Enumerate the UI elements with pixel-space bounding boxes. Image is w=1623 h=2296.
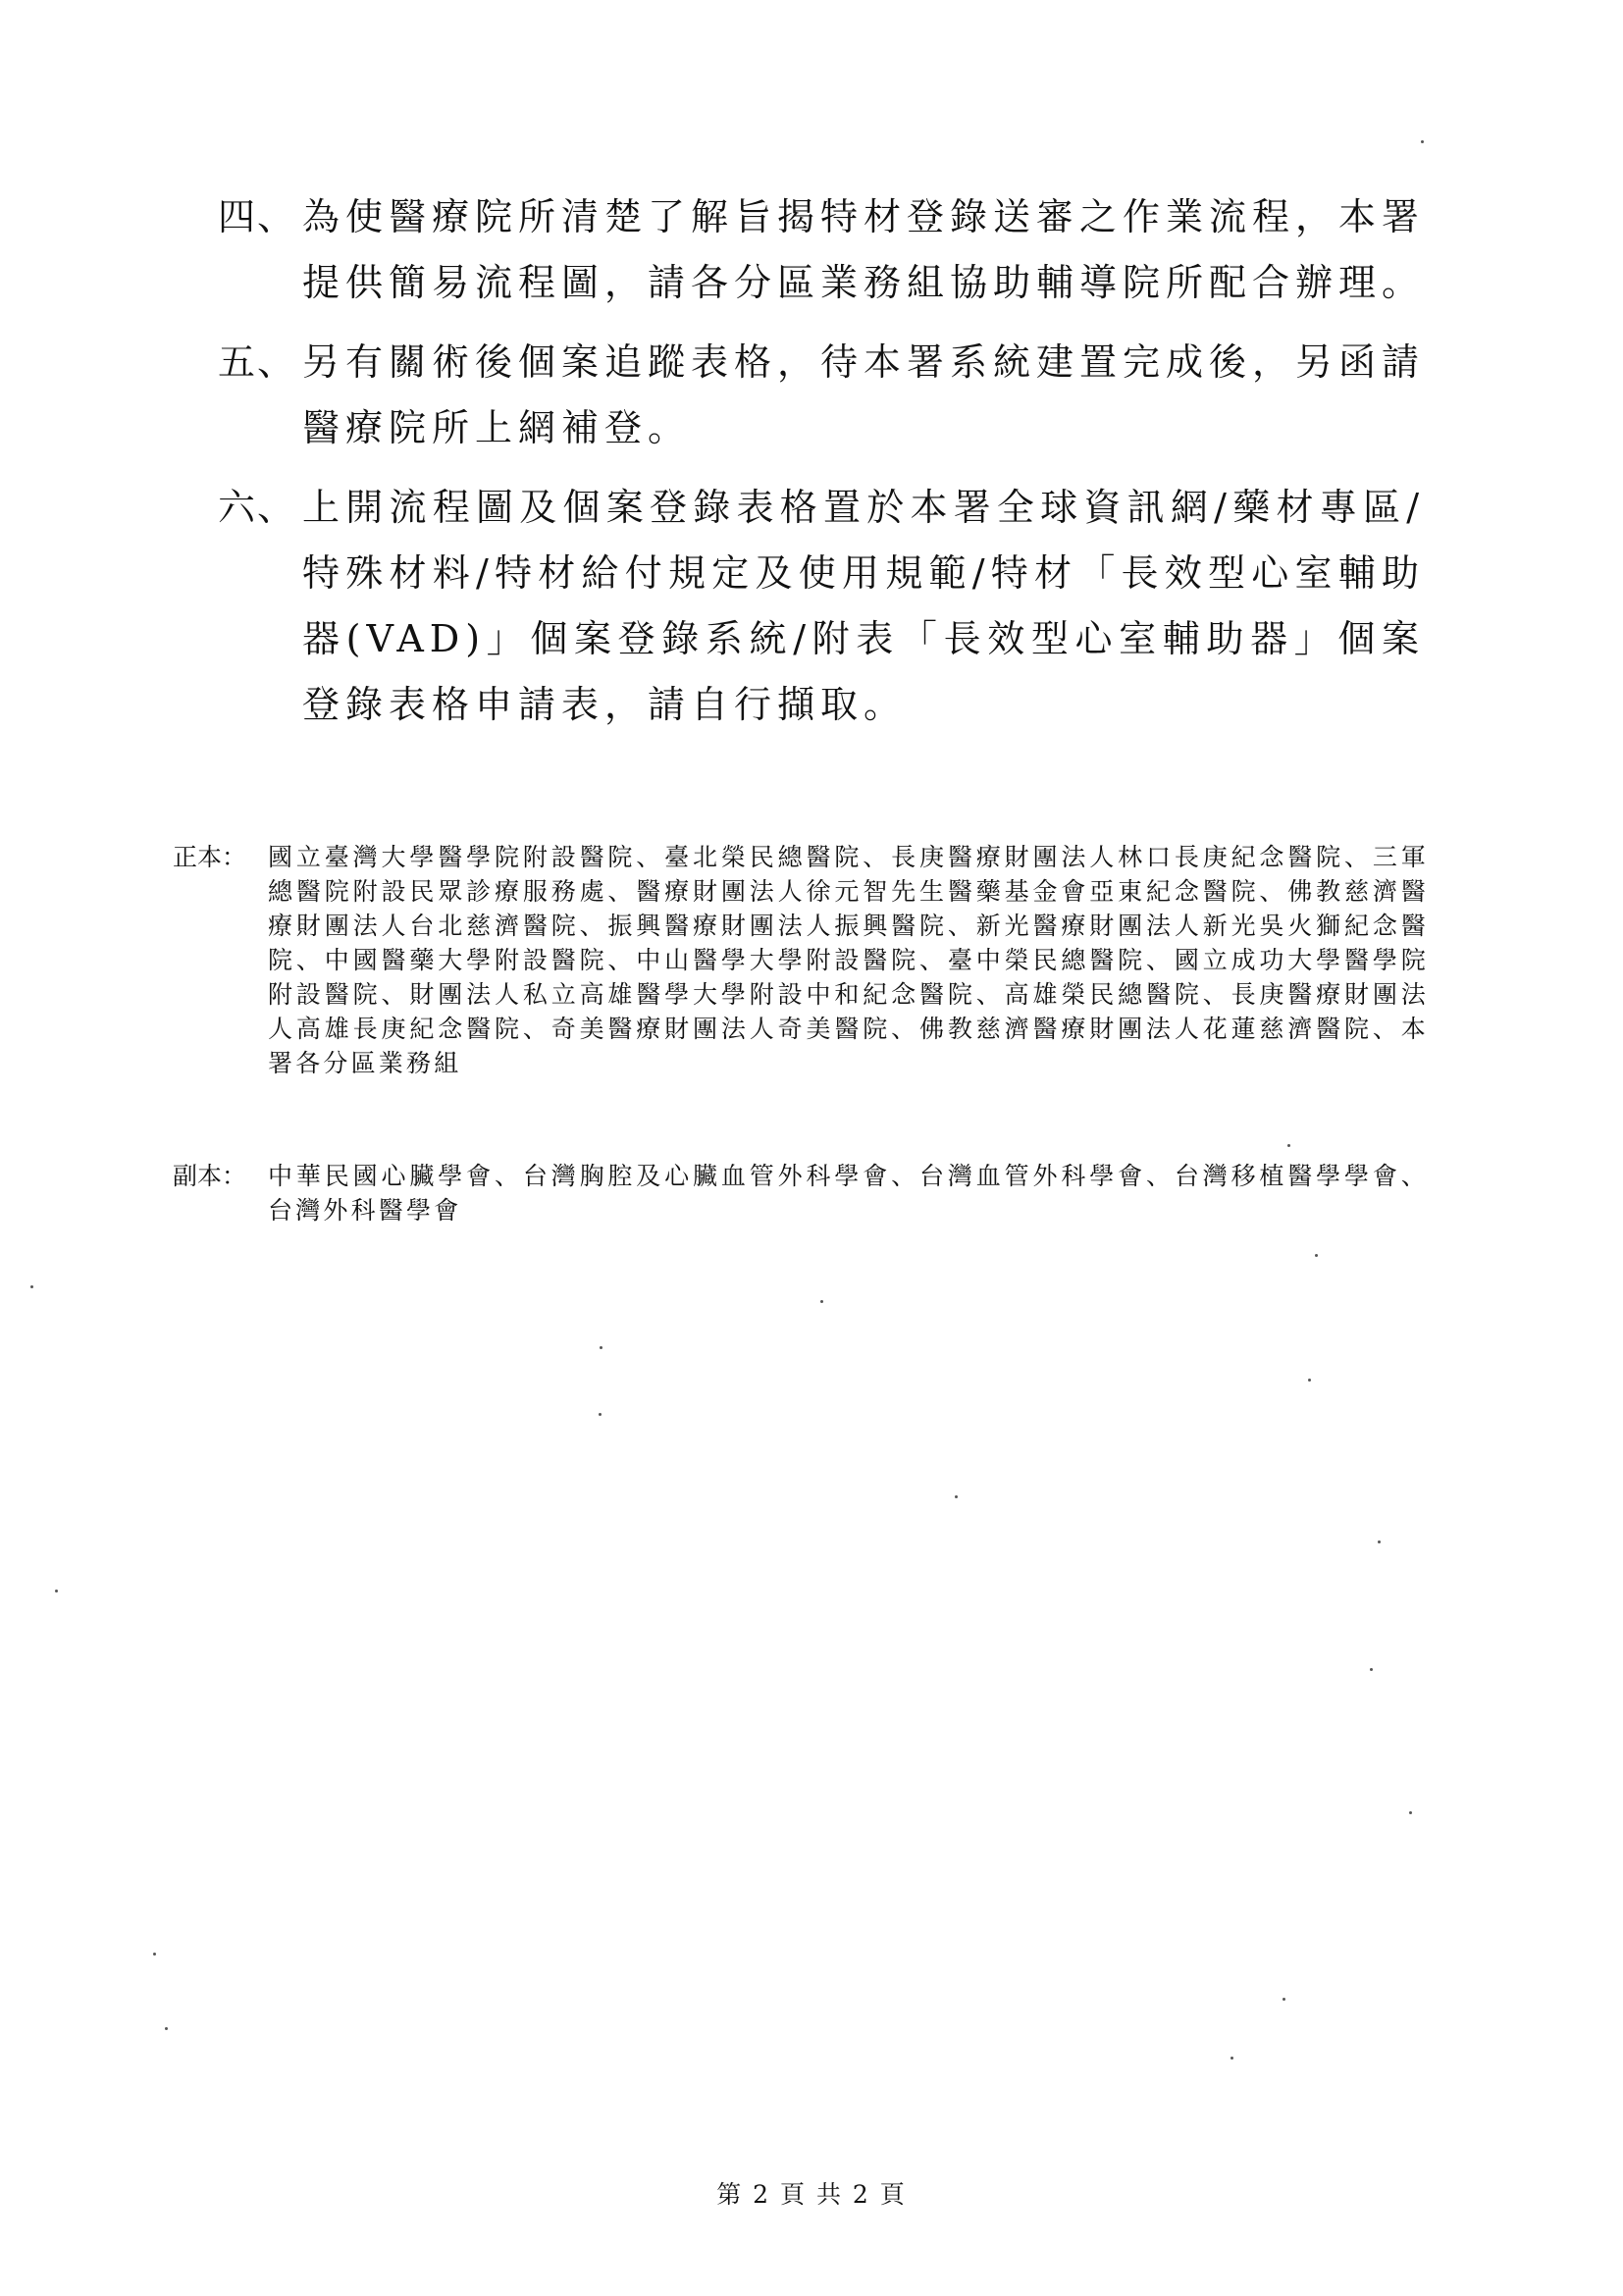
- scan-speck: [1409, 1811, 1412, 1814]
- scan-speck: [165, 2027, 168, 2030]
- scan-speck: [1370, 1668, 1373, 1671]
- scan-speck: [55, 1590, 58, 1592]
- item-text: 為使醫療院所清楚了解旨揭特材登錄送審之作業流程，本署提供簡易流程圖，請各分區業務組協助輔導院所配合辦理。: [302, 195, 1426, 304]
- scan-speck: [820, 1300, 823, 1303]
- item-number: 六、: [218, 486, 297, 529]
- main-recipients-label: 正本：: [173, 843, 247, 871]
- item-text: 另有關術後個案追蹤表格，待本署系統建置完成後，另函請醫療院所上網補登。: [302, 340, 1426, 449]
- copy-recipients-label: 副本：: [173, 1162, 247, 1190]
- scan-speck: [1315, 1254, 1318, 1257]
- scan-speck: [30, 1285, 33, 1288]
- scan-speck: [955, 1495, 958, 1498]
- item-number: 四、: [218, 195, 297, 238]
- item-number: 五、: [218, 340, 297, 384]
- page-number-footer: 第 2 頁 共 2 頁: [716, 2180, 907, 2209]
- scan-speck: [1283, 1998, 1285, 2001]
- instruction-item-6: [218, 475, 1425, 738]
- scan-speck: [600, 1346, 602, 1349]
- main-recipients-list: 國立臺灣大學醫學院附設醫院、臺北榮民總醫院、長庚醫療財團法人林口長庚紀念醫院、三軍總醫院附設民眾診療服務處、醫療財團法人徐元智先生醫藥基金會亞東紀念醫院、佛教慈濟醫療財團法人台北慈濟醫院、振興醫療財團法人振興醫院、新光醫療財團法人新光吳火獅紀念醫院、中國醫藥大學附設醫院、中山醫學大學附設醫院、臺中榮民總醫院、國立成功大學醫學院附設醫院、財團法人私立高雄醫學大學附設中和紀念醫院、高雄榮民總醫院、長庚醫療財團法人高雄長庚紀念醫院、奇美醫療財團法人奇美醫院、佛教慈濟醫療財團法人花蓮慈濟醫院、本署各分區業務組: [268, 843, 1429, 1077]
- main-recipients-block: [173, 840, 1429, 1080]
- scan-speck: [1378, 1540, 1381, 1543]
- instruction-item-5: [218, 330, 1425, 461]
- scan-speck: [1287, 1144, 1290, 1147]
- scan-speck: [1308, 1379, 1311, 1382]
- scan-speck: [599, 1413, 602, 1416]
- instruction-item-4: [218, 184, 1425, 316]
- scan-speck: [153, 1953, 156, 1956]
- instruction-list: [218, 184, 1425, 752]
- copy-recipients-list: 中華民國心臟學會、台灣胸腔及心臟血管外科學會、台灣血管外科學會、台灣移植醫學學會、台灣外科醫學會: [268, 1162, 1429, 1225]
- item-text: 上開流程圖及個案登錄表格置於本署全球資訊網/藥材專區/特殊材料/特材給付規定及使用規範/特材「長效型心室輔助器(VAD)」個案登錄系統/附表「長效型心室輔助器」個案登錄表格申請表，請自行擷取。: [302, 486, 1425, 726]
- scan-speck: [1230, 2057, 1233, 2060]
- scan-speck: [1421, 140, 1424, 143]
- copy-recipients-block: [173, 1159, 1429, 1227]
